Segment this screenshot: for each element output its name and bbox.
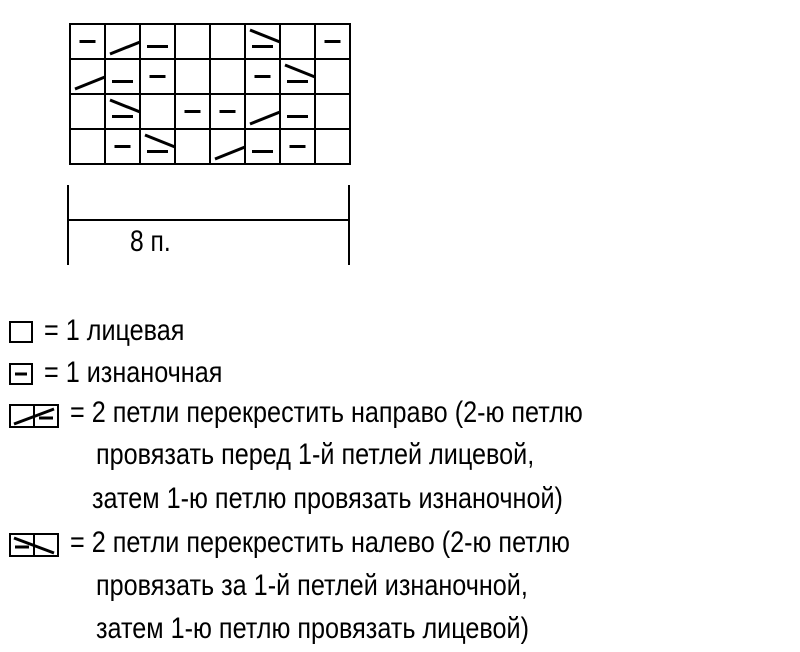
chart-grid <box>70 24 350 164</box>
chart-cell-knit <box>315 129 350 164</box>
knit-icon <box>8 320 36 344</box>
chart-cell-cross-left-end <box>175 129 210 164</box>
legend-cross-left-text-2: провязать за 1-й петлей изнаночной, <box>96 569 528 602</box>
chart-cell-cross-right-end <box>245 129 280 164</box>
chart-cell-cross-right-end <box>280 94 315 129</box>
repeat-label: 8 п. <box>130 225 171 258</box>
chart-cell-knit <box>210 24 245 59</box>
legend-cross-right-text-3: затем 1-ю петлю провязать изнаночной) <box>92 482 563 515</box>
chart-cell-cross-left-end <box>280 24 315 59</box>
chart-cell-knit <box>175 24 210 59</box>
chart-cell-cross-left-end <box>315 59 350 94</box>
chart-cell-knit <box>70 129 105 164</box>
legend-cross-right-text-1: = 2 петли перекрестить направо (2-ю петлю <box>70 396 583 429</box>
cross-left-icon <box>8 532 62 558</box>
chart-cell-knit <box>175 59 210 94</box>
purl-icon <box>8 362 36 386</box>
chart-cell-cross-right-end <box>140 24 175 59</box>
legend-purl-text: = 1 изнаночная <box>44 356 223 389</box>
chart-cell-knit <box>315 94 350 129</box>
legend-cross-left-text-3: затем 1-ю петлю провязать лицевой) <box>96 612 529 645</box>
chart-cell-knit <box>210 59 245 94</box>
legend-knit-text: = 1 лицевая <box>44 314 185 347</box>
legend-cross-right-text-2: провязать перед 1-й петлей лицевой, <box>96 438 535 471</box>
chart-cell-knit <box>70 94 105 129</box>
cross-right-icon <box>8 403 62 429</box>
chart-cell-cross-right-end <box>105 59 140 94</box>
legend-cross-left-text-1: = 2 петли перекрестить налево (2-ю петлю <box>70 526 570 559</box>
repeat-bracket <box>68 185 349 265</box>
chart-cell-cross-left-end <box>140 94 175 129</box>
